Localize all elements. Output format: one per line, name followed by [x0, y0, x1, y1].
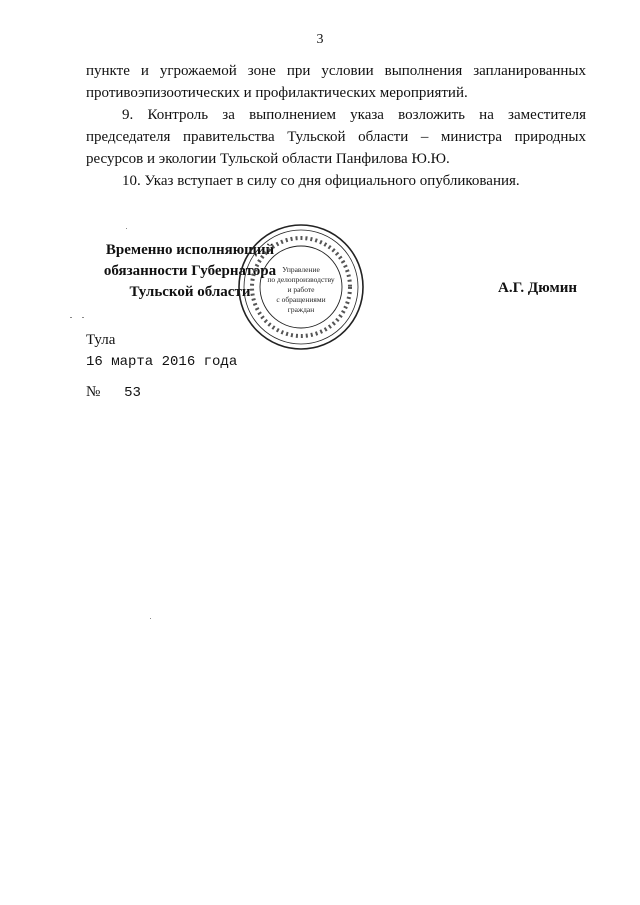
document-number: [86, 384, 141, 401]
seal-text-5: граждан: [287, 305, 315, 314]
signing-date: 16 марта 2016 года: [86, 354, 238, 370]
paragraph-8-line-2: противоэпизоотических и профилактических мероприятий.: [86, 85, 468, 101]
speck: [126, 228, 127, 229]
signer-name: А.Г. Дюмин: [498, 280, 578, 296]
signature-title-line-2: обязанности Губернатора: [103, 263, 277, 279]
speck: [150, 618, 151, 619]
number-value: 53: [124, 385, 141, 401]
paragraph-9-line-1: 9. Контроль за выполнением указа возложить на заместителя: [122, 107, 586, 123]
speck: [82, 317, 84, 318]
place-of-signing: Тула: [86, 332, 116, 348]
seal-text-2: по делопроизводству: [267, 275, 335, 284]
paragraph-9-line-3: ресурсов и экологии Тульской области Панфилова Ю.Ю.: [86, 151, 450, 167]
official-seal: [236, 222, 366, 352]
speck: [70, 317, 72, 318]
signature-title-line-1: Временно исполняющий: [105, 242, 275, 258]
seal-text-4: с обращениями: [276, 295, 326, 304]
number-label: №: [86, 384, 101, 400]
signature-title-line-3: Тульской области: [129, 284, 251, 300]
document-body: [86, 60, 586, 192]
paragraph-10-line-1: 10. Указ вступает в силу со дня официального опубликования.: [122, 173, 520, 189]
seal-text-3: и работе: [287, 285, 315, 294]
paragraph-9-line-2: председателя правительства Тульской области – министра природных: [86, 129, 586, 145]
paragraph-8-line-1: пункте и угрожаемой зоне при условии выполнения запланированных: [86, 63, 586, 79]
seal-text-1: Управление: [282, 265, 320, 274]
page-number: 3: [316, 32, 324, 47]
